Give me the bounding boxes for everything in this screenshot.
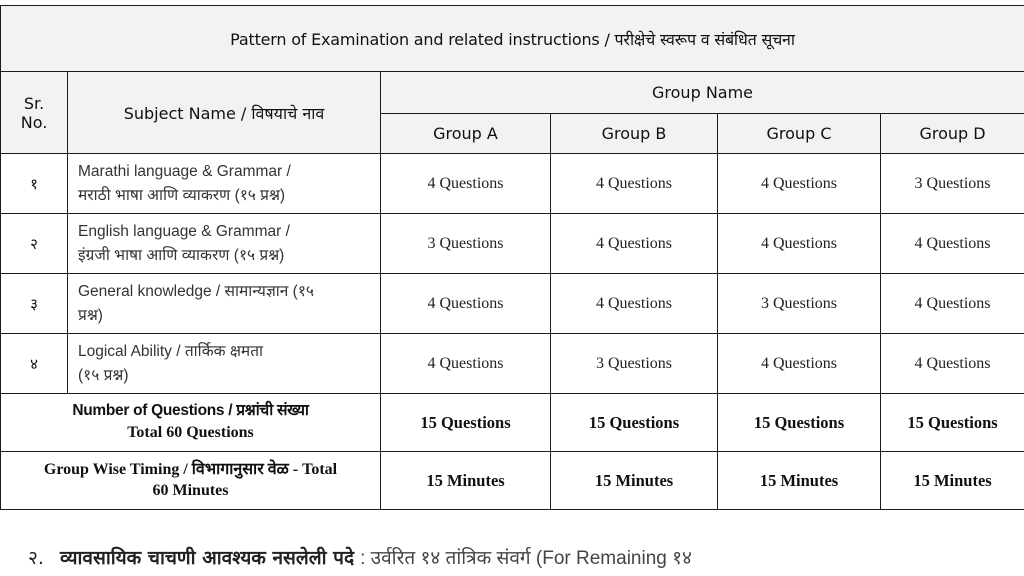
value-cell: 4 Questions: [881, 214, 1024, 274]
value-cell: 4 Questions: [718, 334, 881, 394]
value-cell: 4 Questions: [718, 214, 881, 274]
total-cell: 15 Questions: [718, 394, 881, 452]
subject-line1: Marathi language & Grammar /: [78, 163, 291, 181]
value-cell: 4 Questions: [551, 154, 718, 214]
footnote-bold-text: व्यावसायिक चाचणी आवश्यक नसलेली पदे: [59, 547, 355, 569]
group-b-header: Group B: [551, 114, 718, 154]
value-cell: 3 Questions: [881, 154, 1024, 214]
value-cell: 3 Questions: [551, 334, 718, 394]
subject-header: Subject Name / विषयाचे नाव: [68, 72, 381, 154]
timing-cell: 15 Minutes: [881, 452, 1024, 510]
table-row: [1, 334, 1024, 394]
header-row: [1, 72, 1024, 114]
value-cell: 4 Questions: [718, 154, 881, 214]
table-row: [1, 154, 1024, 214]
timing-cell: 15 Minutes: [551, 452, 718, 510]
totals-label: [1, 394, 381, 452]
subject-line2: प्रश्न): [78, 306, 103, 324]
totals-label-line2: Total 60 Questions: [127, 424, 254, 442]
table-row: [1, 214, 1024, 274]
title-row: [1, 6, 1024, 72]
sr-cell: १: [1, 154, 68, 214]
timing-row: [1, 452, 1024, 510]
timing-label: [1, 452, 381, 510]
timing-cell: 15 Minutes: [718, 452, 881, 510]
subject-line1: English language & Grammar /: [78, 223, 290, 241]
group-name-header: Group Name: [381, 72, 1024, 114]
sr-no-header: [1, 72, 68, 154]
subject-cell: [68, 334, 381, 394]
value-cell: 4 Questions: [551, 274, 718, 334]
subject-cell: [68, 214, 381, 274]
value-cell: 3 Questions: [381, 214, 551, 274]
sr-cell: ३: [1, 274, 68, 334]
timing-label-line1: Group Wise Timing / विभागानुसार वेळ - Total: [43, 460, 338, 478]
sr-cell: ४: [1, 334, 68, 394]
footnote: [28, 544, 692, 570]
total-cell: 15 Questions: [881, 394, 1024, 452]
total-cell: 15 Questions: [381, 394, 551, 452]
footnote-rest-text: : उर्वरित १४ तांत्रिक संवर्ग (For Remaining १४: [360, 548, 692, 569]
sr-cell: २: [1, 214, 68, 274]
totals-row: [1, 394, 1024, 452]
timing-label-line2: 60 Minutes: [152, 481, 229, 499]
table-row: [1, 274, 1024, 334]
group-a-header: Group A: [381, 114, 551, 154]
group-c-header: Group C: [718, 114, 881, 154]
sr-header-line2: No.: [20, 112, 48, 132]
totals-label-line1: Number of Questions / प्रश्नांची संख्या: [72, 402, 309, 420]
subject-cell: [68, 154, 381, 214]
value-cell: 4 Questions: [881, 334, 1024, 394]
subject-cell: [68, 274, 381, 334]
subject-line2: (१५ प्रश्न): [78, 366, 129, 384]
total-cell: 15 Questions: [551, 394, 718, 452]
subject-line1: General knowledge / सामान्यज्ञान (१५: [78, 283, 314, 301]
subject-line2: मराठी भाषा आणि व्याकरण (१५ प्रश्न): [78, 186, 286, 204]
group-d-header: Group D: [881, 114, 1024, 154]
footnote-number: २.: [28, 547, 44, 569]
timing-cell: 15 Minutes: [381, 452, 551, 510]
value-cell: 3 Questions: [718, 274, 881, 334]
value-cell: 4 Questions: [881, 274, 1024, 334]
exam-pattern-table: [0, 5, 1024, 510]
subject-line1: Logical Ability / तार्किक क्षमता: [78, 343, 264, 361]
value-cell: 4 Questions: [381, 334, 551, 394]
subject-line2: इंग्रजी भाषा आणि व्याकरण (१५ प्रश्न): [78, 246, 285, 264]
value-cell: 4 Questions: [381, 274, 551, 334]
table-title: Pattern of Examination and related instructions / परीक्षेचे स्वरूप व संबंधित सूचना: [1, 6, 1024, 72]
value-cell: 4 Questions: [551, 214, 718, 274]
value-cell: 4 Questions: [381, 154, 551, 214]
sr-header-line1: Sr.: [23, 93, 45, 113]
